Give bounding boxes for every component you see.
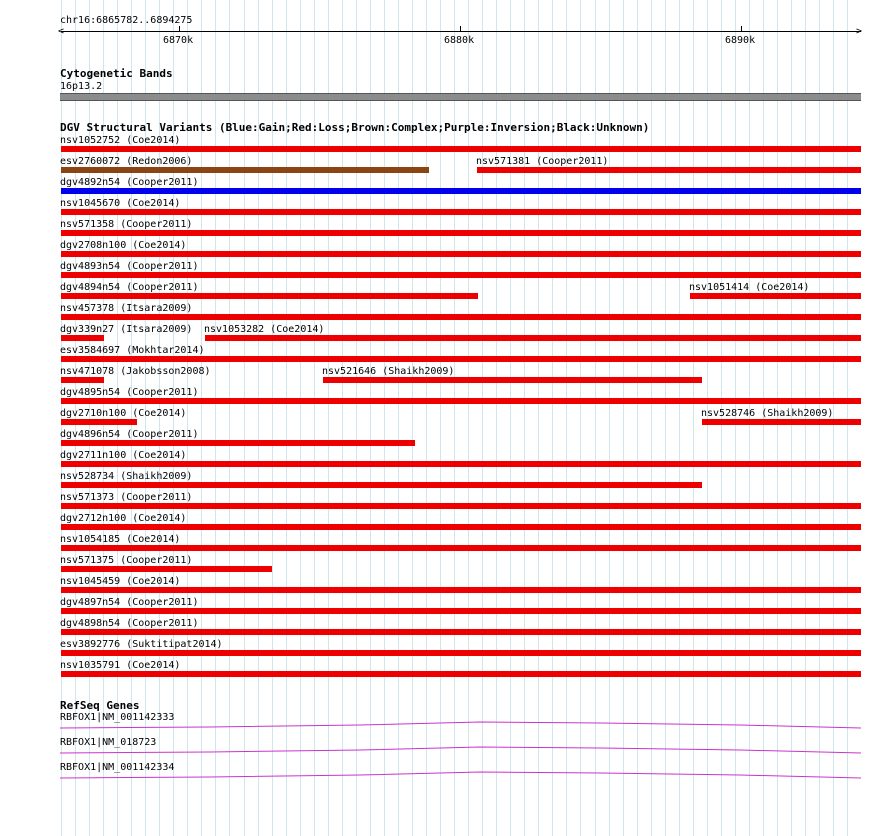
gene-line — [60, 747, 861, 753]
ruler-tick-label: 6890k — [725, 35, 756, 46]
variant-label: nsv528746 (Shaikh2009) — [701, 408, 834, 419]
variant-bar-loss[interactable] — [61, 545, 861, 551]
variant-label: dgv2708n100 (Coe2014) — [60, 240, 187, 251]
gene-model[interactable] — [60, 770, 862, 780]
variant-bar-loss[interactable] — [61, 608, 861, 614]
variant-bar-loss[interactable] — [61, 314, 861, 320]
variant-label: dgv2712n100 (Coe2014) — [60, 513, 187, 524]
variant-label: esv3584697 (Mokhtar2014) — [60, 345, 205, 356]
variant-label: dgv339n27 (Itsara2009) — [60, 324, 193, 335]
variant-bar-loss[interactable] — [61, 566, 272, 572]
variant-label: nsv571373 (Cooper2011) — [60, 492, 193, 503]
variant-bar-loss[interactable] — [702, 419, 861, 425]
variant-bar-loss[interactable] — [690, 293, 861, 299]
variant-label: dgv2711n100 (Coe2014) — [60, 450, 187, 461]
variant-bar-loss[interactable] — [61, 272, 861, 278]
variant-label: dgv4893n54 (Cooper2011) — [60, 261, 199, 272]
ruler-tick — [179, 26, 180, 32]
variant-bar-loss[interactable] — [61, 503, 861, 509]
cytoband-label: 16p13.2 — [60, 81, 103, 92]
variant-label: nsv1054185 (Coe2014) — [60, 534, 181, 545]
variant-bar-loss[interactable] — [61, 335, 104, 341]
variant-label: nsv571375 (Cooper2011) — [60, 555, 193, 566]
cytoband-bar[interactable] — [60, 93, 861, 101]
gene-model[interactable] — [60, 745, 862, 755]
variant-label: dgv4895n54 (Cooper2011) — [60, 387, 199, 398]
scroll-left-arrow-icon[interactable]: < — [58, 26, 65, 37]
dgv-track-title: DGV Structural Variants (Blue:Gain;Red:Loss;Brown:Complex;Purple:Inversion;Black:Unknown) — [60, 121, 650, 134]
gene-label: RBFOX1|NM_001142333 — [60, 712, 175, 723]
variant-bar-gain[interactable] — [61, 188, 861, 194]
variant-bar-loss[interactable] — [61, 356, 861, 362]
variant-label: dgv4896n54 (Cooper2011) — [60, 429, 199, 440]
ruler-tick — [460, 26, 461, 32]
variant-label: nsv1035791 (Coe2014) — [60, 660, 181, 671]
variant-bar-loss[interactable] — [61, 251, 861, 257]
variant-bar-loss[interactable] — [61, 482, 702, 488]
variant-label: nsv1053282 (Coe2014) — [204, 324, 325, 335]
variant-bar-loss[interactable] — [61, 377, 104, 383]
variant-bar-loss[interactable] — [61, 629, 861, 635]
variant-label: nsv1045670 (Coe2014) — [60, 198, 181, 209]
gene-model[interactable] — [60, 720, 862, 730]
variant-bar-loss[interactable] — [61, 587, 861, 593]
variant-bar-loss[interactable] — [61, 524, 861, 530]
variant-bar-loss[interactable] — [61, 419, 137, 425]
variant-bar-loss[interactable] — [323, 377, 702, 383]
variant-bar-loss[interactable] — [61, 230, 861, 236]
variant-label: nsv1045459 (Coe2014) — [60, 576, 181, 587]
variant-bar-loss[interactable] — [61, 440, 415, 446]
variant-label: nsv1052752 (Coe2014) — [60, 135, 181, 146]
variant-bar-loss[interactable] — [61, 650, 861, 656]
variant-label: nsv471078 (Jakobsson2008) — [60, 366, 211, 377]
variant-label: esv2760072 (Redon2006) — [60, 156, 193, 167]
variant-label: dgv4898n54 (Cooper2011) — [60, 618, 199, 629]
variant-bar-complex[interactable] — [61, 167, 429, 173]
variant-bar-loss[interactable] — [477, 167, 861, 173]
scroll-right-arrow-icon[interactable]: > — [856, 26, 863, 37]
variant-label: nsv571381 (Cooper2011) — [476, 156, 609, 167]
variant-bar-loss[interactable] — [61, 146, 861, 152]
region-label: chr16:6865782..6894275 — [60, 15, 193, 26]
gene-line — [60, 772, 861, 778]
gene-line — [60, 722, 861, 728]
variant-label: nsv528734 (Shaikh2009) — [60, 471, 193, 482]
variant-bar-loss[interactable] — [61, 398, 861, 404]
variant-bar-loss[interactable] — [61, 209, 861, 215]
cytoband-track-title: Cytogenetic Bands — [60, 67, 173, 80]
variant-label: nsv571358 (Cooper2011) — [60, 219, 193, 230]
variant-label: dgv4894n54 (Cooper2011) — [60, 282, 199, 293]
gene-label: RBFOX1|NM_018723 — [60, 737, 157, 748]
refseq-track-title: RefSeq Genes — [60, 699, 140, 712]
variant-label: nsv521646 (Shaikh2009) — [322, 366, 455, 377]
variant-bar-loss[interactable] — [61, 671, 861, 677]
variant-bar-loss[interactable] — [61, 293, 478, 299]
variant-label: dgv2710n100 (Coe2014) — [60, 408, 187, 419]
gene-label: RBFOX1|NM_001142334 — [60, 762, 175, 773]
ruler-tick-label: 6870k — [163, 35, 194, 46]
variant-label: nsv457378 (Itsara2009) — [60, 303, 193, 314]
variant-label: nsv1051414 (Coe2014) — [689, 282, 810, 293]
variant-label: esv3892776 (Suktitipat2014) — [60, 639, 223, 650]
ruler-tick — [741, 26, 742, 32]
ruler-tick-label: 6880k — [444, 35, 475, 46]
variant-label: dgv4897n54 (Cooper2011) — [60, 597, 199, 608]
variant-bar-loss[interactable] — [205, 335, 861, 341]
variant-bar-loss[interactable] — [61, 461, 861, 467]
variant-label: dgv4892n54 (Cooper2011) — [60, 177, 199, 188]
